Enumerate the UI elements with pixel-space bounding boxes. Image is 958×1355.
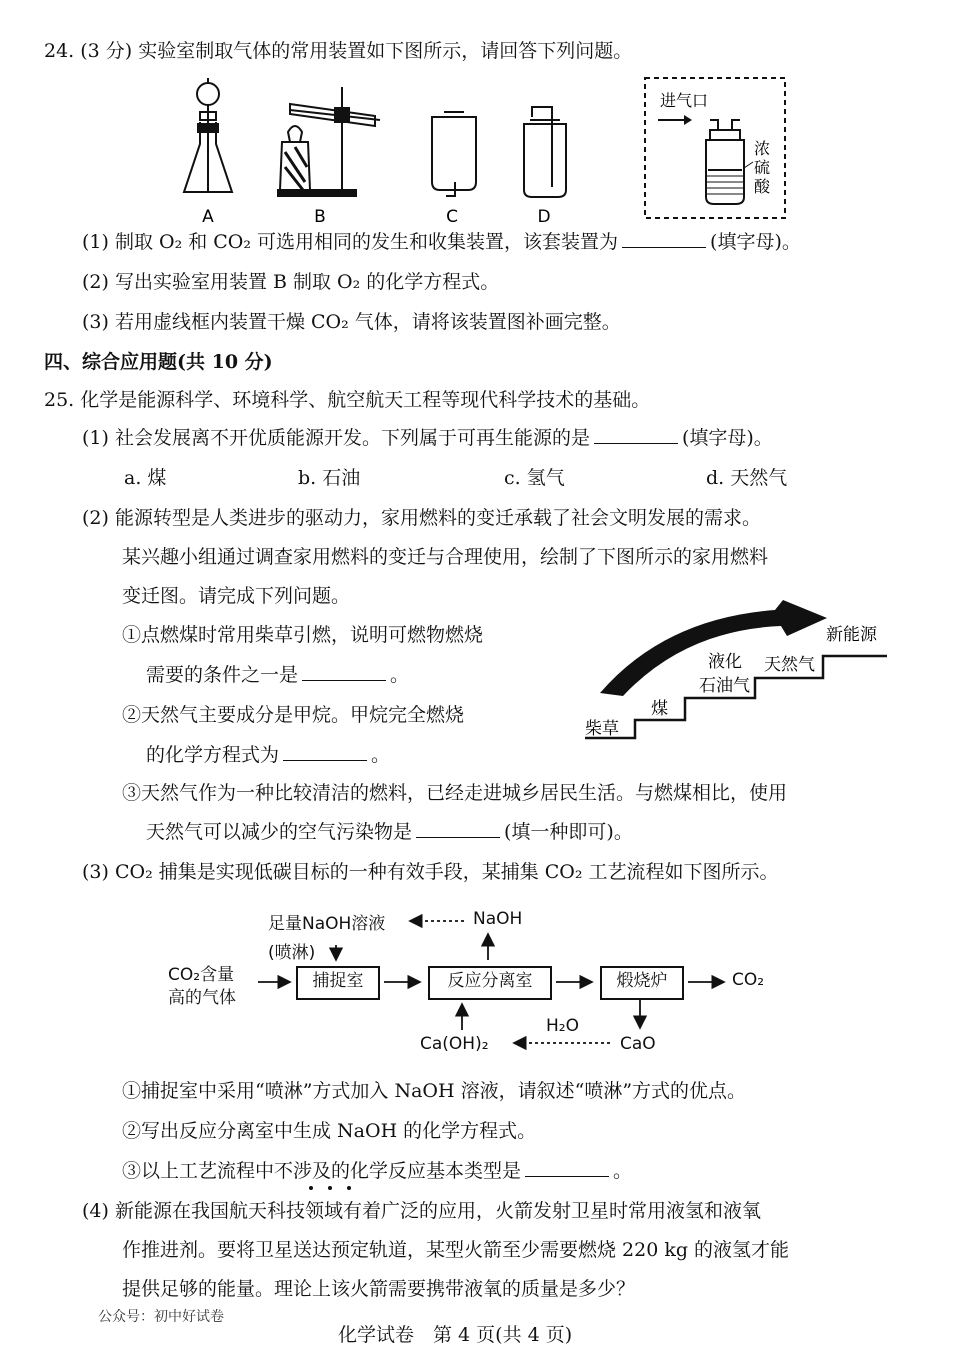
acid-char-3: 酸 (754, 177, 771, 196)
q25-s1-line1: ①点燃煤时常用柴草引燃，说明可燃物燃烧 (122, 624, 484, 646)
inlet-label: 进气口 (660, 91, 709, 110)
q25-p1: (1) 社会发展离不开优质能源开发。下列属于可再生能源的是 (填字母)。 (82, 427, 773, 449)
q25-3-1: ①捕捉室中采用“喷淋”方式加入 NaOH 溶液，请叙述“喷淋”方式的优点。 (122, 1080, 747, 1102)
q24-p3: (3) 若用虚线框内装置干燥 CO₂ 气体，请将该装置图补画完整。 (82, 311, 621, 333)
answer-blank[interactable] (525, 1158, 609, 1177)
q24-title: 24. (3 分) 实验室制取气体的常用装置如下图所示，请回答下列问题。 (44, 40, 633, 62)
emphasis-not-involved: 不涉及 (274, 1160, 332, 1182)
q25-p3: (3) CO₂ 捕集是实现低碳目标的一种有效手段，某捕集 CO₂ 工艺流程如下图所示。 (82, 861, 779, 883)
label-d: D (537, 207, 551, 227)
flow-reaction-room: 反应分离室 (428, 966, 552, 1000)
flow-h2o: H₂O (546, 1016, 579, 1036)
q25-p2-line1: (2) 能源转型是人类进步的驱动力，家用燃料的变迁承载了社会文明发展的需求。 (82, 507, 761, 529)
option-b: b. 石油 (298, 467, 361, 489)
acid-char-2: 硫 (754, 158, 771, 177)
flow-spray: (喷淋) (268, 943, 316, 963)
flow-furnace: 煅烧炉 (600, 966, 684, 1000)
flow-capture-room: 捕捉室 (296, 966, 380, 1000)
step-lpg-1: 液化 (708, 652, 742, 672)
q25-s2-line1: ②天然气主要成分是甲烷。甲烷完全燃烧 (122, 704, 465, 726)
emphasis-dot (309, 1186, 313, 1190)
step-coal: 煤 (651, 699, 668, 719)
step-new-energy: 新能源 (826, 625, 877, 645)
q25-s1-line2: 需要的条件之一是 。 (146, 664, 410, 686)
q25-p4-line3: 提供足够的能量。理论上该火箭需要携带液氧的质量是多少？ (122, 1278, 636, 1300)
option-a: a. 煤 (124, 467, 167, 489)
flow-co2: CO₂ (732, 970, 765, 990)
emphasis-dot (347, 1186, 351, 1190)
q25-title: 25. 化学是能源科学、环境科学、航空航天工程等现代科学技术的基础。 (44, 389, 651, 411)
q25-p2-line2: 某兴趣小组通过调查家用燃料的变迁与合理使用，绘制了下图所示的家用燃料 (122, 546, 769, 568)
page-footer: 化学试卷 第 4 页(共 4 页) (338, 1324, 573, 1346)
flow-naoh: NaOH (473, 909, 523, 929)
q25-p4-line2: 作推进剂。要将卫星送达预定轨道，某型火箭至少需要燃烧 220 kg 的液氢才能 (122, 1239, 790, 1261)
q25-s3-line2: 天然气可以减少的空气污染物是 (填一种即可)。 (146, 821, 633, 843)
q25-p2-line3: 变迁图。请完成下列问题。 (122, 585, 351, 607)
option-d: d. 天然气 (706, 467, 788, 489)
emphasis-dot (328, 1186, 332, 1190)
step-chaicao: 柴草 (585, 719, 619, 739)
flow-cao: CaO (620, 1034, 656, 1054)
flow-input-2: 高的气体 (168, 988, 236, 1008)
flow-input-1: CO₂含量 (168, 965, 235, 985)
label-b: B (314, 207, 326, 227)
flow-naoh-solution: 足量NaOH溶液 (268, 914, 386, 934)
q25-s3-line1: ③天然气作为一种比较清洁的燃料，已经走进城乡居民生活。与燃煤相比，使用 (122, 782, 788, 804)
step-lpg-2: 石油气 (699, 676, 750, 696)
q25-3-3: ③以上工艺流程中不涉及的化学反应基本类型是 。 (122, 1160, 633, 1182)
q25-s2-line2: 的化学方程式为 。 (146, 744, 391, 766)
option-c: c. 氢气 (504, 467, 565, 489)
label-c: C (446, 207, 458, 227)
q25-3-2: ②写出反应分离室中生成 NaOH 的化学方程式。 (122, 1120, 537, 1142)
section-heading: 四、综合应用题(共 10 分) (44, 351, 273, 373)
q25-p4-line1: (4) 新能源在我国航天科技领域有着广泛的应用，火箭发射卫星时常用液氢和液氧 (82, 1200, 761, 1222)
q24-p2: (2) 写出实验室用装置 B 制取 O₂ 的化学方程式。 (82, 271, 500, 293)
step-natural-gas: 天然气 (764, 655, 815, 675)
q24-p1: (1) 制取 O₂ 和 CO₂ 可选用相同的发生和收集装置，该套装置为 (填字母)。 (82, 231, 801, 253)
watermark: 公众号：初中好试卷 (98, 1309, 224, 1325)
acid-char-1: 浓 (754, 139, 771, 158)
flow-caoh2: Ca(OH)₂ (420, 1034, 489, 1054)
label-a: A (202, 207, 214, 227)
